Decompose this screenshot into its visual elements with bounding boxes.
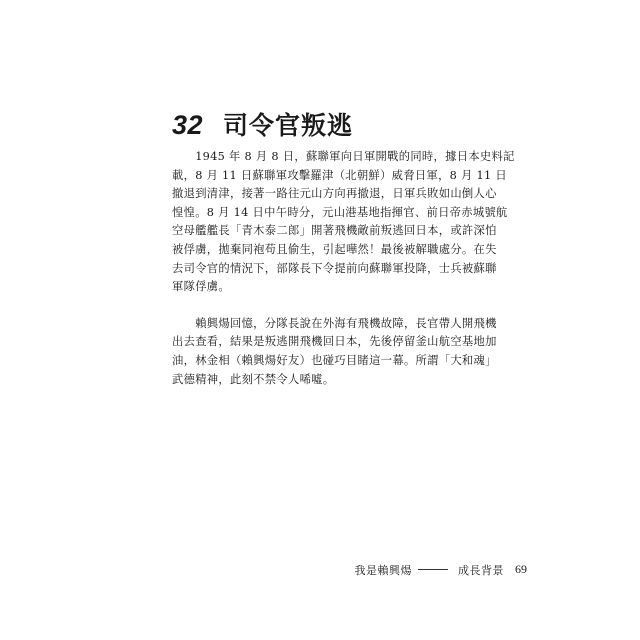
text-line: 軍隊俘虜。 (172, 280, 230, 294)
text-line: 惶惶。8 月 14 日中午時分，元山港基地指揮官、前日帝赤城號航 (172, 205, 508, 219)
footer-book-title: 我是賴興煬 (354, 564, 412, 577)
text-line: 出去查看，結果是叛逃開飛機回日本，先後停留釜山航空基地加 (172, 335, 497, 349)
body-text (172, 148, 515, 407)
paragraph-2 (172, 315, 497, 389)
footer-dash-divider (418, 569, 448, 570)
text-line: 被俘虜，拋棄同袍苟且偷生，引起嘩然！最後被解職處分。在失 (172, 242, 497, 256)
paragraph-1 (172, 148, 515, 297)
chapter-title: 司令官叛逃 (223, 111, 354, 140)
text-line: 撤退到清津，接著一路往元山方向再撤退，日軍兵敗如山倒人心 (172, 187, 497, 201)
text-line: 賴興煬回憶，分隊長說在外海有飛機故障，長官帶人開飛機 (172, 316, 497, 330)
chapter-number: 32 (172, 110, 204, 140)
text-line: 武德精神，此刻不禁令人唏噓。 (172, 372, 335, 386)
text-line: 油，林金相（賴興煬好友）也碰巧目睹這一幕。所謂「大和魂」 (172, 353, 497, 367)
text-line: 1945 年 8 月 8 日，蘇聯軍向日軍開戰的同時，據日本史料記 (172, 150, 515, 163)
text-line: 空母艦艦長「青木泰二郎」開著飛機敵前叛逃回日本，或許深怕 (172, 224, 497, 238)
text-line: 載，8 月 11 日蘇聯軍攻擊羅津（北朝鮮）威脅日軍，8 月 11 日 (172, 168, 508, 182)
page-number: 69 (515, 562, 527, 576)
text-line: 去司令官的情況下，部隊長下令提前向蘇聯軍投降，士兵被蘇聯 (172, 261, 497, 275)
page-footer (0, 562, 640, 582)
footer-section-title: 成長背景 (458, 564, 504, 577)
chapter-heading (172, 106, 353, 142)
